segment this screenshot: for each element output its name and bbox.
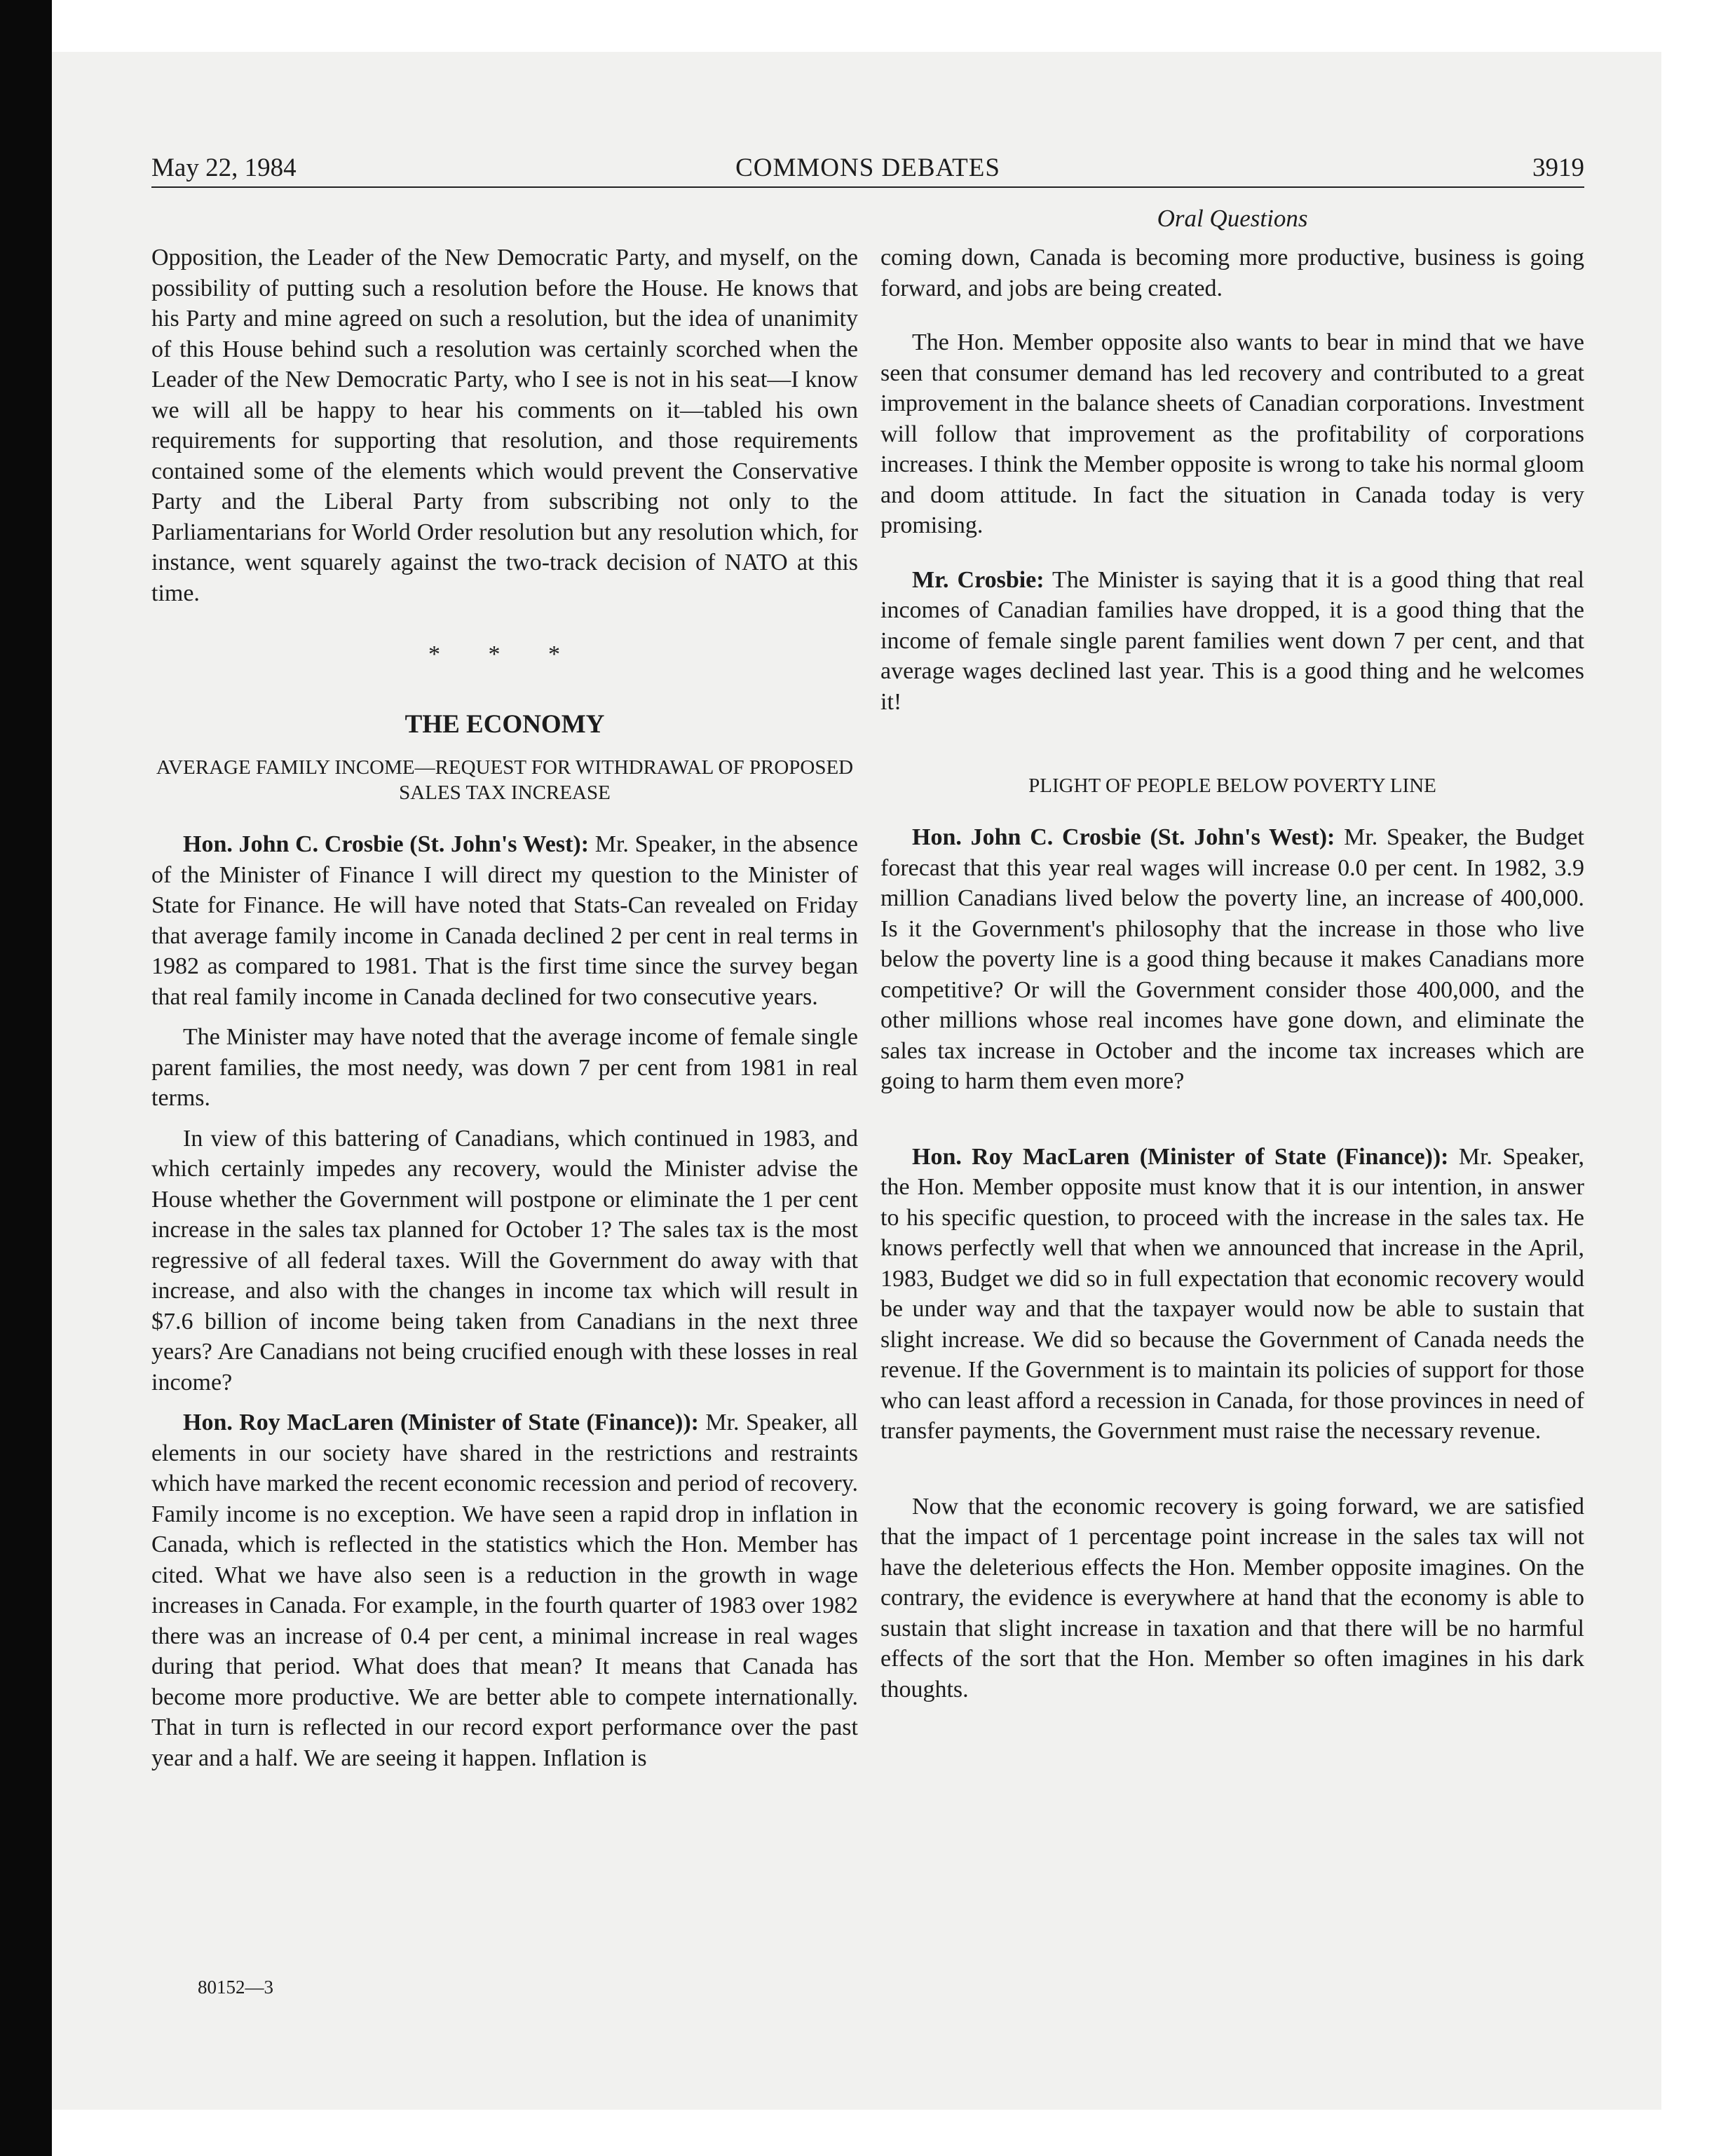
speech-text: Mr. Speaker, in the absence of the Minister of Finance I will direct my question to the Minister of State for Finance. He will have noted that Stats-Can revealed on Friday that average family income in Canada declined 2 per cent in real terms in 1982 as compared to 1981. That is the first time since the survey began that real family income in Canada declined for two consecutive years. (151, 831, 858, 1010)
paragraph: The Minister may have noted that the average income of female single parent families, the most needy, was down 7 per cent from 1981 in real terms. (151, 1024, 858, 1111)
scan-left-border (0, 0, 52, 2156)
section-heading: THE ECONOMY (404, 709, 605, 739)
header-page-number: 3919 (1532, 153, 1584, 182)
speech-text: The Minister is saying that it is a good thing that real incomes of Canadian families have dropped, it is a good thing that the income of female single parent families went down 7 per cent, and that average wages declined last year. This is a good thing and he welcomes it! (880, 566, 1584, 715)
paragraph: Now that the economic recovery is going forward, we are satisfied that the impact of 1 percentage point increase in the sales tax will not have the deleterious effects the Hon. Member opposite imagines. On the contrary, the evidence is everywhere at hand that the economy is able to sustain that slight increase in taxation and that there will be no harmful effects of the sort that the Hon. Member so often imagines in his dark thoughts. (880, 1493, 1584, 1703)
speech-paragraph (151, 1407, 858, 1773)
speech-text: Mr. Speaker, the Hon. Member opposite must know that it is our intention, in answer to his specific question, to proceed with the increase in the sales tax. He knows perfectly well that when we announced that increase in the April, 1983, Budget we did so in full expectation that economic recovery would be under way and that the taxpayer would now be able to sustain that slight increase. We did so because the Government of Canada needs the revenue. If the Government is to maintain its policies of support for those who can least afford a recession in Canada, for those provinces in need of transfer payments, the Government must raise the necessary revenue. (880, 1143, 1584, 1444)
paragraph: The Hon. Member opposite also wants to bear in mind that we have seen that consumer demand has led recovery and contributed to a great improvement in the balance sheets of Canadian corporations. Investment will follow that improvement as the profitability of corporations increases. I think the Member opposite is wrong to take his normal gloom and doom attitude. In fact the situation in Canada today is very promising. (880, 329, 1584, 538)
subheading: PLIGHT OF PEOPLE BELOW POVERTY LINE (1028, 775, 1436, 797)
speech-paragraph (880, 1142, 1584, 1447)
speech-paragraph (880, 822, 1584, 1097)
subheading: AVERAGE FAMILY INCOME—REQUEST FOR WITHDRAWAL OF PROPOSED SALES TAX INCREASE (156, 756, 854, 804)
paragraph: Opposition, the Leader of the New Democratic Party, and myself, on the possibility of putting such a resolution before the House. He knows that his Party and mine agreed on such a resolution, but the idea of unanimity of this House behind such a resolution was certainly scorched when the Leader of the New Democratic Party, who I see is not in his seat—I know we will all be happy to hear his comments on it—tabled his own requirements for supporting that resolution, and those requirements contained some of the elements which would prevent the Conservative Party and the Liberal Party from subscribing not only to the Parliamentarians for World Order resolution but any resolution which, for instance, went squarely against the two-track decision of NATO at this time. (151, 245, 858, 606)
speaker-name: Hon. John C. Crosbie (St. John's West): (183, 831, 590, 857)
speech-text: Mr. Speaker, all elements in our society have shared in the restrictions and restraints which have marked the recent economic recession and period of recovery. Family income is no exception. We have seen a rapid drop in inflation in Canada, which is reflected in the statistics which the Hon. Member has cited. What we have also seen is a reduction in the growth in wage increases in Canada. For example, in the fourth quarter of 1983 over 1982 there was an increase of 0.4 per cent, a minimal increase in real wages during that period. What does that mean? It means that Canada has become more productive. We are better able to compete internationally. That in turn is reflected in our record export performance over the past year and a half. We are seeing it happen. Inflation is (151, 1410, 858, 1771)
header-date: May 22, 1984 (151, 153, 297, 182)
speaker-name: Mr. Crosbie: (912, 566, 1045, 593)
footnote-code: 80152—3 (198, 1977, 273, 1998)
speech-paragraph (880, 565, 1584, 718)
section-separator: * * * (428, 641, 581, 667)
speech-paragraph (151, 829, 858, 1012)
speaker-name: Hon. Roy MacLaren (Minister of State (Finance)): (912, 1143, 1449, 1170)
speech-text: Mr. Speaker, the Budget forecast that this year real wages will increase 0.0 per cent. In 1982, 3.9 million Canadians lived below the poverty line, an increase of 400,000. Is it the Government's philosophy that the increase in those who live below the poverty line is a good thing because it makes Canadians more competitive? Or will the Government consider those 400,000, and the other millions whose real incomes have gone down, and eliminate the sales tax increase in October and the income tax increases which are going to harm them even more? (880, 824, 1584, 1094)
header-publication: COMMONS DEBATES (735, 153, 1000, 182)
speaker-name: Hon. Roy MacLaren (Minister of State (Finance)): (183, 1410, 699, 1435)
paragraph: In view of this battering of Canadians, which continued in 1983, and which certainly impedes any recovery, would the Minister advise the House whether the Government will postpone or eliminate the 1 per cent increase in the sales tax planned for October 1? The sales tax is the most regressive of all federal taxes. Will the Government do away with that increase, and also with the changes in income tax which will result in $7.6 billion of income being taken from Canadians in the next three years? Are Canadians not being crucified enough with these losses in real income? (151, 1125, 858, 1396)
scan-bottom-margin (52, 2110, 1735, 2156)
speaker-name: Hon. John C. Crosbie (St. John's West): (912, 824, 1335, 850)
right-column (880, 243, 1584, 1705)
left-column (151, 243, 858, 1773)
scan-top-margin (52, 0, 1735, 52)
header-rule (151, 186, 1584, 188)
section-label: Oral Questions (1157, 205, 1308, 232)
paragraph: coming down, Canada is becoming more productive, business is going forward, and jobs are being created. (880, 245, 1584, 301)
